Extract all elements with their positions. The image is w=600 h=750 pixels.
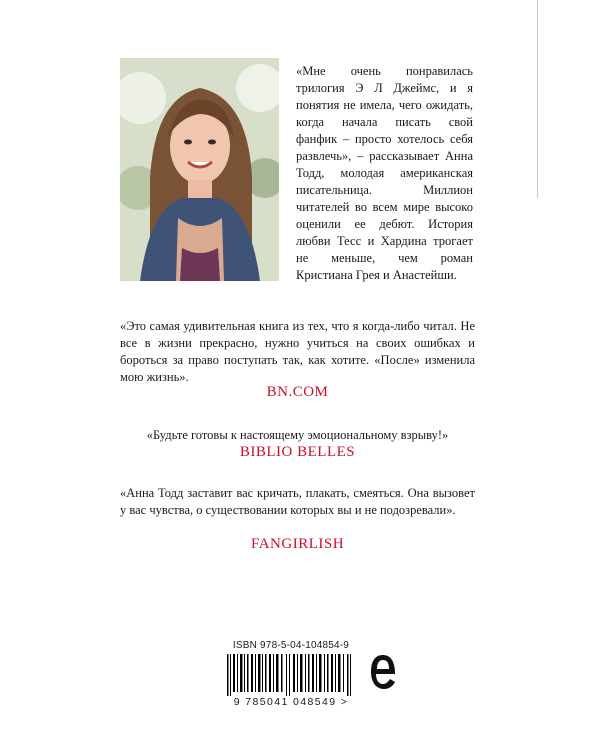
author-photo bbox=[120, 58, 279, 281]
crop-line bbox=[537, 0, 538, 198]
barcode-block bbox=[221, 640, 361, 710]
review-source-1: BN.COM bbox=[266, 384, 329, 400]
review-quote-2: «Будьте готовы к настоящему эмоциональному взрыву!» bbox=[146, 428, 449, 442]
barcode-digits: 9 785041 048549 > bbox=[233, 696, 349, 708]
eksmo-logo-icon bbox=[370, 652, 396, 692]
review-quote-3: «Анна Тодд заставит вас кричать, плакать, смеяться. Она вызовет у вас чувства, о существовании которых вы и не подозревали». bbox=[120, 486, 475, 517]
author-photo-illustration bbox=[120, 58, 279, 281]
author-bio-text: «Мне очень понравилась трилогия Э Л Джеймс, и я понятия не имела, чего ожидать, когда начала писать свой фанфик – просто хотелось себя развлечь», – рассказывает Анна Тодд, молодая американская писательница. Миллион читателей во всем мире высоко оценили ее дебют. История любви Тесс и Хардина трогает не меньше, чем роман Кристиана Грея и Анастейши. bbox=[296, 64, 473, 282]
barcode-bars bbox=[225, 654, 357, 696]
isbn-label: ISBN 978-5-04-104854-9 bbox=[232, 640, 350, 651]
review-source-3: FANGIRLISH bbox=[250, 536, 345, 552]
review-quote-1: «Это самая удивительная книга из тех, что я когда-либо читал. Не все в жизни прекрасно, нужно учиться на своих ошибках и бороться за право поступать так, как хотите. «После» изменила мою жизнь». bbox=[120, 319, 475, 384]
review-source-2: BIBLIO BELLES bbox=[239, 444, 356, 460]
